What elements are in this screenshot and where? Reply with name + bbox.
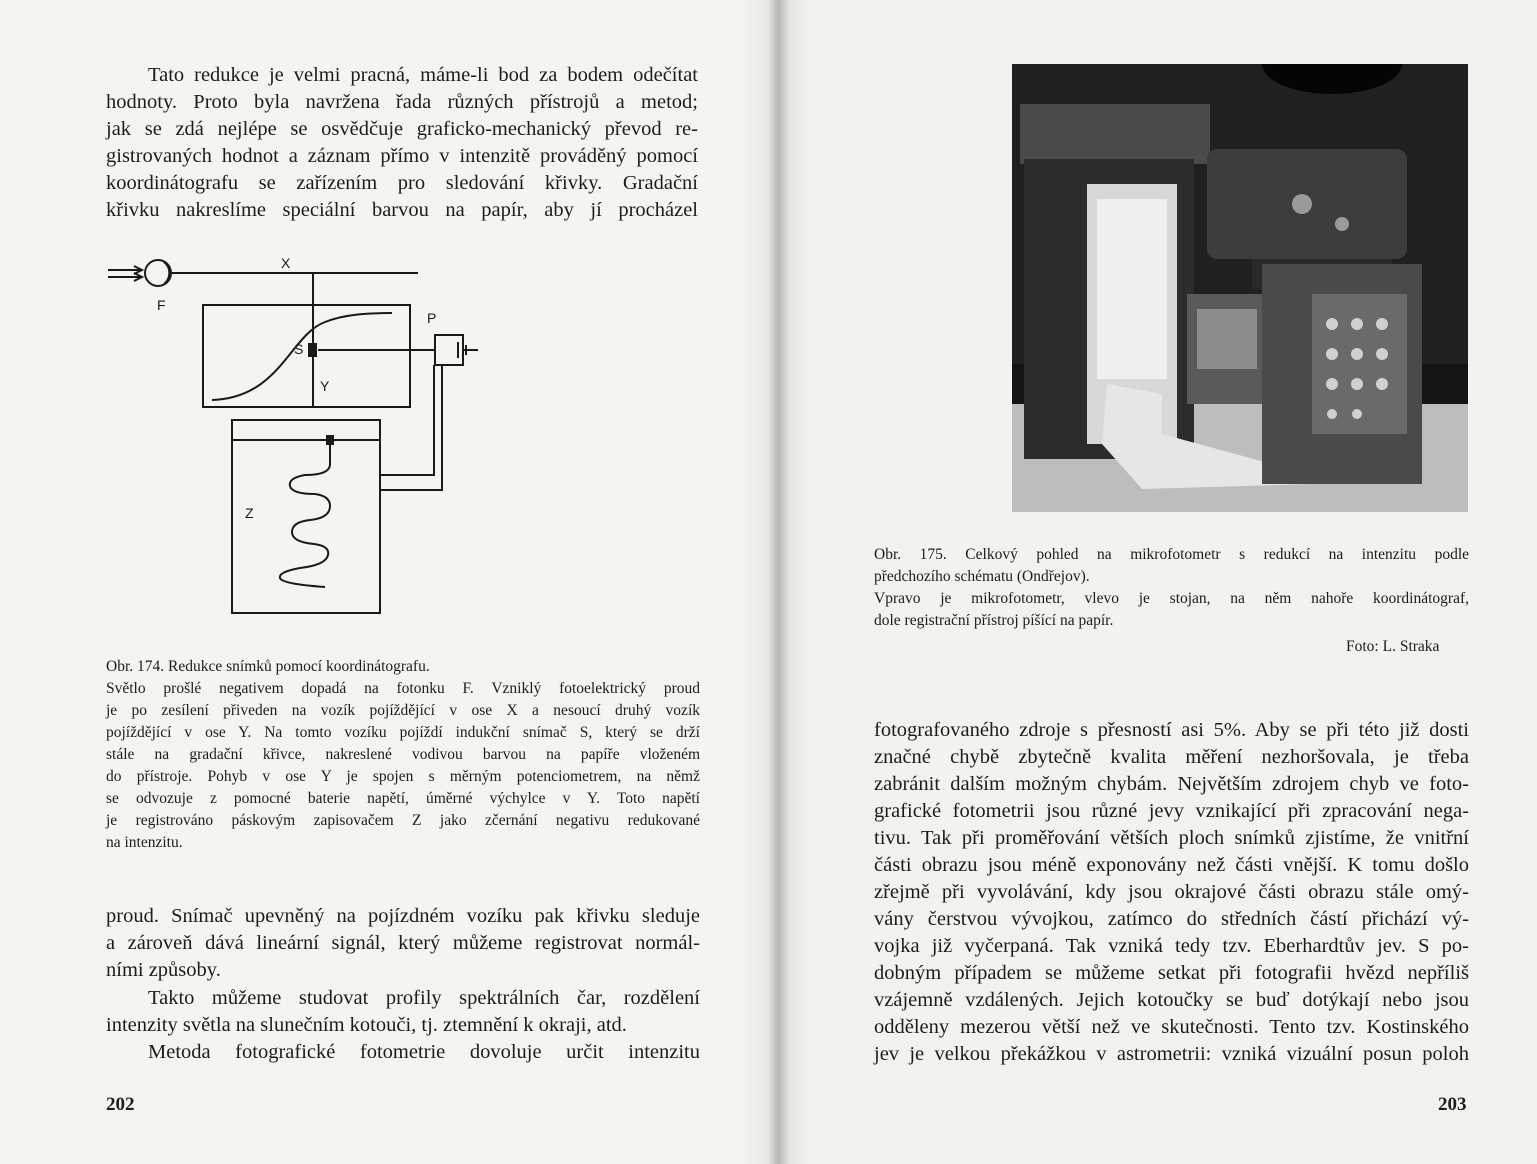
text-line: ními způsoby.: [106, 959, 221, 981]
label-x: X: [281, 255, 291, 271]
caption-line: Světlo prošlé negativem dopadá na fotonku F. Vzniklý fotoelektrický proud: [106, 680, 700, 697]
caption-line: je po zesílení přiveden na vozík pojíždějící v ose X a nesoucí druhý vozík: [106, 702, 700, 719]
text-line: fotografovaného zdroje s přesností asi 5%. Aby se při této již dosti: [874, 719, 1469, 741]
paragraph-mid: [106, 903, 700, 984]
label-s: S: [294, 341, 304, 357]
text-line: odděleny mezerou větší než ve skutečnosti. Tento tzv. Kostinského: [874, 1016, 1469, 1038]
label-z: Z: [245, 505, 254, 521]
text-line: jev je velkou překážkou v astrometrii: vzniká vizuální posun poloh: [874, 1043, 1469, 1065]
caption-line: předchozího schématu (Ondřejov).: [874, 568, 1090, 585]
text-line: Metoda fotografické fotometrie dovoluje určit intenzitu: [148, 1041, 700, 1063]
recorder-pen: [326, 435, 334, 445]
text-line: Takto můžeme studovat profily spektrálních čar, rozdělení: [148, 987, 700, 1009]
curve-paper: [203, 305, 410, 407]
text-line: grafické fotometrii jsou různé jevy vznikající při zpracování nega-: [874, 800, 1469, 822]
paragraph-top: [106, 62, 698, 224]
sensor-s: [308, 343, 317, 357]
recorded-trace: [280, 440, 330, 587]
figure-174-caption: [106, 656, 700, 854]
text-line: Tato redukce je velmi pracná, máme-li bod za bodem odečítat: [148, 64, 698, 86]
text-line: vzájemně vzdálených. Jejich kotoučky se buď dotýkají nebo jsou: [874, 989, 1469, 1011]
recorder-wire: [380, 365, 434, 475]
caption-line: stále na gradační křivce, nakreslené vodivou barvou na papíře vloženém: [106, 746, 700, 763]
text-line: intenzity světla na slunečním kotouči, tj. ztemnění k okraji, atd.: [106, 1014, 627, 1036]
text-line: a zároveň dává lineární signál, který můžeme registrovat normál-: [106, 932, 700, 954]
text-line: křivku nakreslíme speciální barvou na papír, aby jí procházel: [106, 199, 698, 221]
text-line: dobným případem se můžeme setkat při fotografii hvězd nepříliš: [874, 962, 1469, 984]
caption-line: je registrováno páskovým zapisovačem Z jako zčernání negativu redukované: [106, 812, 700, 829]
text-line: koordinátografu se zařízením pro sledování křivky. Gradační: [106, 172, 698, 194]
microphotometer-photo: [1012, 64, 1468, 512]
caption-line: Vpravo je mikrofotometr, vlevo je stojan, na něm nahoře koordinátograf,: [874, 590, 1469, 607]
page-number-right: 203: [1438, 1094, 1467, 1115]
caption-line: Obr. 175. Celkový pohled na mikrofotometr s redukcí na intenzitu podle: [874, 546, 1469, 563]
caption-line: do přístroje. Pohyb v ose Y je spojen s měrným potenciometrem, na němž: [106, 768, 700, 785]
label-f: F: [157, 297, 166, 313]
caption-title: Obr. 174. Redukce snímků pomocí koordinátografu.: [106, 658, 430, 675]
paragraph-last: [106, 1039, 700, 1066]
coordinatograph-diagram: [100, 250, 490, 620]
photo-credit: Foto: L. Straka: [1346, 638, 1440, 655]
caption-line: pojíždějící v ose Y. Na tomto vozíku pojíždí indukční snímač S, který se drží: [106, 724, 700, 741]
text-line: tivu. Tak při proměřování větších ploch snímků zjistíme, že vnitřní: [874, 827, 1469, 849]
text-line: jak se zdá nejlépe se osvědčuje graficko-mechanický převod re-: [106, 118, 698, 140]
text-line: části obrazu jsou méně exponovány než části vnější. K tomu došlo: [874, 854, 1469, 876]
caption-line: se odvozuje z pomocné baterie napětí, úměrné výchylce v Y. Toto napětí: [106, 790, 700, 807]
text-line: gistrovaných hodnot a záznam přímo v intenzitě prováděný pomocí: [106, 145, 698, 167]
caption-line: dole registrační přístroj píšící na papír.: [874, 612, 1114, 629]
text-line: zabránit dalším možným chybám. Největším zdrojem chyb ve foto-: [874, 773, 1469, 795]
text-line: vány čerstvou vývojkou, zatímco do středních částí přichází vý-: [874, 908, 1469, 930]
text-line: značné chybě zbytečně kvalita měření nezhoršovala, je třeba: [874, 746, 1469, 768]
label-p: P: [427, 310, 437, 326]
recorder-paper: [1097, 199, 1167, 379]
text-line: vojka již vyčerpaná. Tak vzniká tedy tzv. Eberhardtův jev. S po-: [874, 935, 1469, 957]
page-number-left: 202: [106, 1094, 135, 1115]
text-line: zřejmě při vyvolávání, kdy jsou okrajové části obrazu stále omý-: [874, 881, 1469, 903]
figure-175-caption: [874, 544, 1469, 632]
text-line: proud. Snímač upevněný na pojízdném vozíku pak křivku sleduje: [106, 905, 700, 927]
caption-line: na intenzitu.: [106, 834, 183, 851]
paragraph-bottom: [106, 985, 700, 1039]
label-y: Y: [320, 378, 330, 394]
strip-recorder: [232, 420, 380, 613]
coordinatograph-top: [1020, 104, 1210, 164]
text-line: hodnoty. Proto byla navržena řada různých přístrojů a metod;: [106, 91, 698, 113]
paragraph-right: [874, 717, 1469, 1068]
